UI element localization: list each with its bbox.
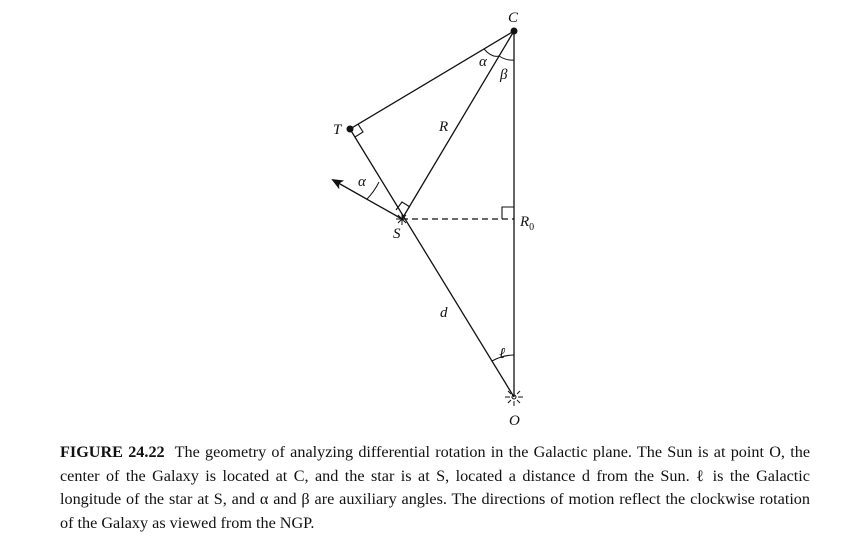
right-angle-marker-r0 [502, 207, 514, 219]
label-d: d [440, 305, 448, 321]
line-c-t [350, 31, 514, 129]
point-t-dot [347, 126, 354, 133]
line-c-s [402, 31, 514, 219]
label-ell: ℓ [499, 346, 506, 362]
figure-number: FIGURE 24.22 [60, 443, 165, 461]
figure-caption [60, 441, 810, 535]
label-point-c: C [508, 10, 519, 26]
point-c-dot [511, 28, 518, 35]
label-alpha-c: α [479, 54, 487, 70]
label-r0: $R_0$ [520, 214, 535, 233]
caption-text: The geometry of analyzing differential rotation in the Galactic plane. The Sun is at point O, the center of the Galaxy is located at C, and the star is at S, located a distance d from the Sun. ℓ is the Galactic longitude of the star at S, and α and β are auxiliary angles. The directions of motion reflect the clockwise rotation of the Galaxy as viewed from the NGP. [60, 443, 810, 532]
label-point-o: O [509, 413, 520, 429]
label-alpha-s: α [358, 174, 366, 190]
star-s-icon [396, 213, 408, 225]
label-beta: β [500, 67, 508, 83]
angle-arc-beta-c [499, 56, 514, 60]
label-point-s: S [393, 226, 401, 242]
label-r: R [439, 119, 449, 135]
velocity-arrow [333, 180, 402, 219]
label-point-t: T [333, 122, 342, 138]
angle-arc-alpha-s [367, 182, 379, 199]
